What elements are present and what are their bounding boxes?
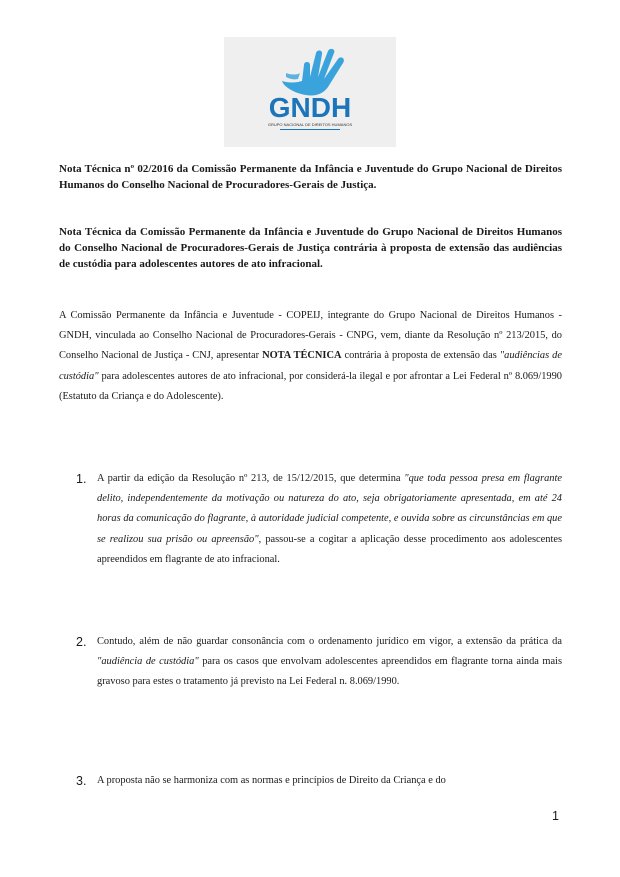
list-item-number: 2. bbox=[76, 635, 87, 649]
page-number: 1 bbox=[552, 809, 559, 823]
document-subtitle: Nota Técnica da Comissão Permanente da Infância e Juventude do Grupo Nacional de Direitos Humanos do Conselho Nacional de Procuradores-Gerais de Justiça contrária à proposta de extensão das audiências de custódia para adolescentes autores de ato infracional. bbox=[59, 226, 562, 270]
intro-text-3: para adolescentes autores de ato infracional, por considerá-la ilegal e por afrontar a Lei Federal nº 8.069/1990 (Estatuto da Criança e do Adolescente). bbox=[59, 370, 562, 402]
item-3-text-a: A proposta não se harmoniza com as normas e princípios de Direito da Criança e do bbox=[97, 775, 446, 786]
intro-text-2: contrária à proposta de extensão das bbox=[341, 350, 500, 362]
intro-bold-nota-tecnica: NOTA TÉCNICA bbox=[262, 350, 342, 362]
list-item-number: 3. bbox=[76, 774, 87, 788]
intro-paragraph bbox=[59, 306, 562, 407]
list-item-number: 1. bbox=[76, 472, 87, 486]
item-2-quote: "audiência de custódia" bbox=[97, 656, 199, 668]
item-2-text-a: Contudo, além de não guardar consonância com o ordenamento jurídico em vigor, a extensão da prática da bbox=[97, 636, 562, 647]
item-1-text-b: , passou-se a cogitar a aplicação desse procedimento aos adolescentes apreendidos em flagrante de ato infracional. bbox=[97, 533, 563, 565]
intro-text-1: A Comissão Permanente da Infância e Juventude - COPEIJ, integrante do Grupo Nacional de Direitos Humanos - GNDH, vinculada ao Conselho Nacional de Procuradores-Gerais - CNPG, vem, diante da Resolução nº 213/2015, do Conselho Nacional de Justiça - CNJ, apresentar bbox=[59, 310, 562, 362]
hand-icon bbox=[282, 49, 344, 96]
item-1-quote: "que toda pessoa presa em flagrante delito, independentemente da motivação ou natureza do ato, seja obrigatoriamente apresentada, em até 24 horas da comunicação do flagrante, à autoridade judicial competente, e ouvida sobre as circunstâncias em que se realizou sua prisão ou apreensão" bbox=[97, 473, 563, 545]
gndh-logo bbox=[224, 37, 396, 147]
list-item-text bbox=[97, 771, 562, 791]
item-1-text-a: A partir da edição da Resolução nº 213, de 15/12/2015, que determina bbox=[97, 473, 405, 484]
logo-subtitle: GRUPO NACIONAL DE DIREITOS HUMANOS bbox=[267, 122, 353, 127]
document-title: Nota Técnica nº 02/2016 da Comissão Permanente da Infância e Juventude do Grupo Nacional de Direitos Humanos do Conselho Nacional de Procuradores-Gerais de Justiça. bbox=[59, 163, 562, 191]
list-item-text bbox=[97, 632, 562, 693]
logo-underline bbox=[280, 129, 340, 130]
item-2-text-b: para os casos que envolvam adolescentes apreendidos em flagrante torna ainda mais gravoso para estes o tratamento já previsto na Lei Federal n. 8.069/1990. bbox=[97, 656, 562, 688]
logo-acronym: GNDH bbox=[268, 92, 352, 123]
intro-italic-audiencias: "audiências de custódia" bbox=[59, 350, 562, 382]
list-item-text bbox=[97, 469, 562, 570]
